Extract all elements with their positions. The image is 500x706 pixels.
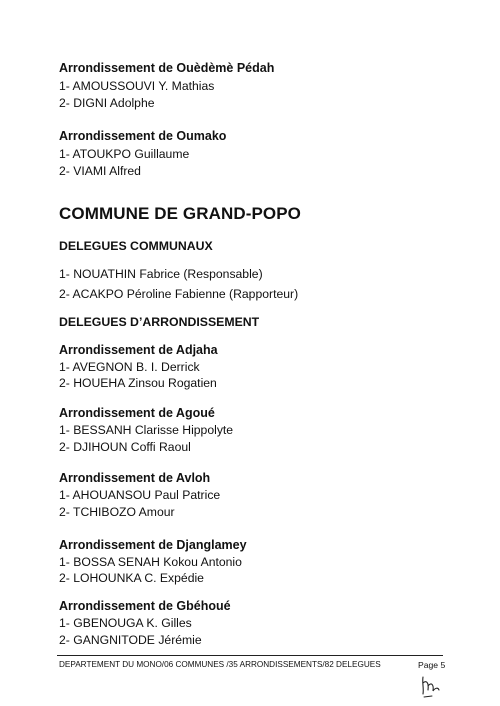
commune-title: COMMUNE DE GRAND-POPO bbox=[59, 204, 301, 223]
delegate-item: 2- ACAKPO Péroline Fabienne (Rapporteur) bbox=[59, 287, 299, 301]
delegate-item: 1- BOSSA SENAH Kokou Antonio bbox=[59, 555, 242, 569]
district-delegates-title: DELEGUES D’ARRONDISSEMENT bbox=[59, 315, 260, 329]
delegate-item: 2- DIGNI Adolphe bbox=[59, 96, 155, 110]
delegate-item: 2- HOUEHA Zinsou Rogatien bbox=[59, 376, 217, 390]
delegate-item: 1- GBENOUGA K. Gilles bbox=[59, 616, 192, 630]
arrondissement-header: Arrondissement de Oumako bbox=[59, 129, 227, 143]
arrondissement-header: Arrondissement de Gbéhoué bbox=[59, 599, 231, 613]
delegate-item: 1- BESSANH Clarisse Hippolyte bbox=[59, 423, 234, 437]
arrondissement-header: Arrondissement de Ouèdèmè Pédah bbox=[59, 61, 275, 75]
delegate-item: 2- TCHIBOZO Amour bbox=[59, 505, 175, 519]
delegate-item: 2- LOHOUNKA C. Expédie bbox=[59, 571, 204, 585]
delegate-item: 1- ATOUKPO Guillaume bbox=[59, 147, 190, 161]
page-number: Page 5 bbox=[418, 660, 446, 670]
delegate-item: 1- AMOUSSOUVI Y. Mathias bbox=[59, 79, 215, 93]
arrondissement-header: Arrondissement de Djanglamey bbox=[59, 538, 247, 552]
delegate-item: 2- VIAMI Alfred bbox=[59, 164, 141, 178]
signature-icon bbox=[420, 674, 444, 700]
delegate-item: 2- DJIHOUN Coffi Raoul bbox=[59, 440, 191, 454]
delegate-item: 1- AHOUANSOU Paul Patrice bbox=[59, 488, 221, 502]
communal-delegates-title: DELEGUES COMMUNAUX bbox=[59, 239, 213, 253]
arrondissement-header: Arrondissement de Agoué bbox=[59, 406, 215, 420]
arrondissement-header: Arrondissement de Adjaha bbox=[59, 343, 218, 357]
footer-divider bbox=[57, 655, 443, 656]
delegate-item: 2- GANGNITODE Jérémie bbox=[59, 633, 202, 647]
delegate-item: 1- NOUATHIN Fabrice (Responsable) bbox=[59, 267, 263, 281]
footer-text: DEPARTEMENT DU MONO/06 COMMUNES /35 ARRONDISSEMENTS/82 DELEGUES bbox=[59, 660, 381, 669]
delegate-item: 1- AVEGNON B. I. Derrick bbox=[59, 360, 200, 374]
arrondissement-header: Arrondissement de Avloh bbox=[59, 471, 211, 485]
